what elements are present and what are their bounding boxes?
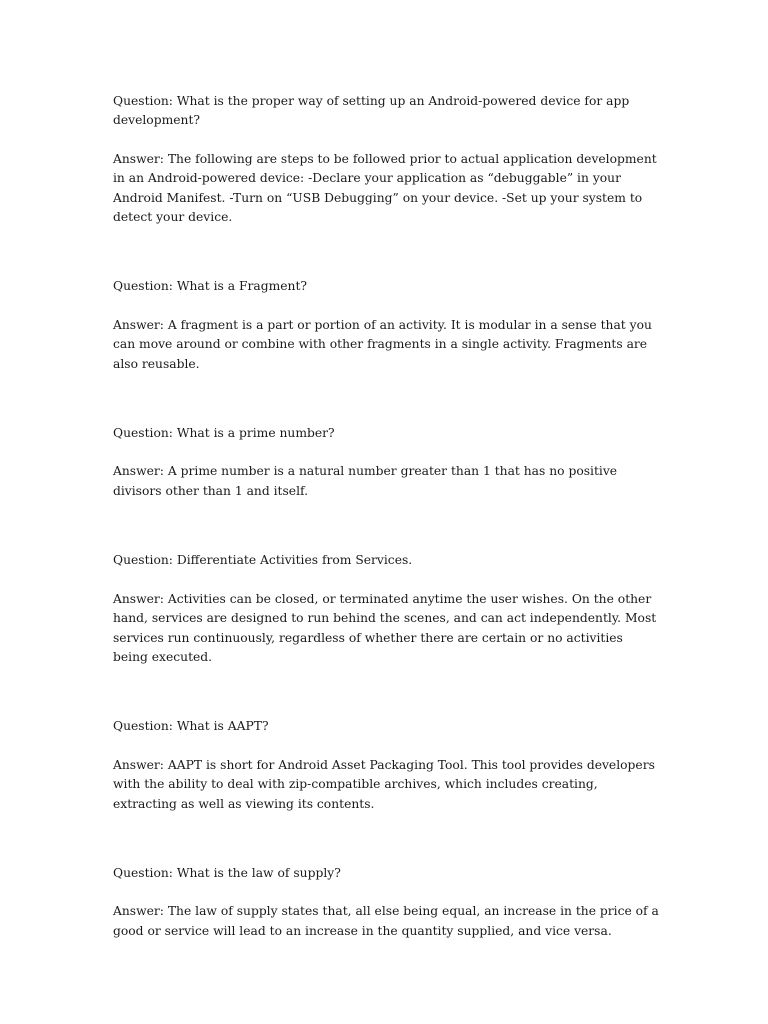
document-page xyxy=(113,92,661,941)
answer-text: Answer: The law of supply states that, all else being equal, an increase in the price of a good or service will lead to an increase in the quantity supplied, and vice versa. xyxy=(113,904,659,938)
question-text: Question: What is AAPT? xyxy=(113,719,269,734)
qa-item xyxy=(113,864,661,941)
answer-text: Answer: Activities can be closed, or terminated anytime the user wishes. On the other hand, services are designed to run behind the scenes, and can act independently. Most services run continuously, regardless of whether there are certain or no activities being executed. xyxy=(113,591,657,664)
answer-text: Answer: The following are steps to be followed prior to actual application development in an Android-powered device: -Declare your application as “debuggable” in your Android Manifest. -Turn on “USB Debugging” on your device. -Set up your system to detect your device. xyxy=(113,151,657,225)
qa-item xyxy=(113,277,661,374)
question-text: Question: What is a prime number? xyxy=(113,426,335,441)
question-text: Question: What is the proper way of setting up an Android-powered device for app development? xyxy=(113,94,630,128)
qa-item xyxy=(113,717,661,814)
qa-item xyxy=(113,551,661,667)
answer-text: Answer: AAPT is short for Android Asset Packaging Tool. This tool provides developers with the ability to deal with zip-compatible archives, which includes creating, extracting as well as viewing its contents. xyxy=(113,757,655,811)
question-text: Question: Differentiate Activities from Services. xyxy=(113,553,413,568)
answer-text: Answer: A fragment is a part or portion of an activity. It is modular in a sense that you can move around or combine with other fragments in a single activity. Fragments are also reusable. xyxy=(113,317,652,371)
question-text: Question: What is a Fragment? xyxy=(113,279,307,294)
qa-item xyxy=(113,92,661,227)
answer-text: Answer: A prime number is a natural number greater than 1 that has no positive divisors other than 1 and itself. xyxy=(113,464,618,498)
qa-item xyxy=(113,424,661,501)
question-text: Question: What is the law of supply? xyxy=(113,865,341,880)
